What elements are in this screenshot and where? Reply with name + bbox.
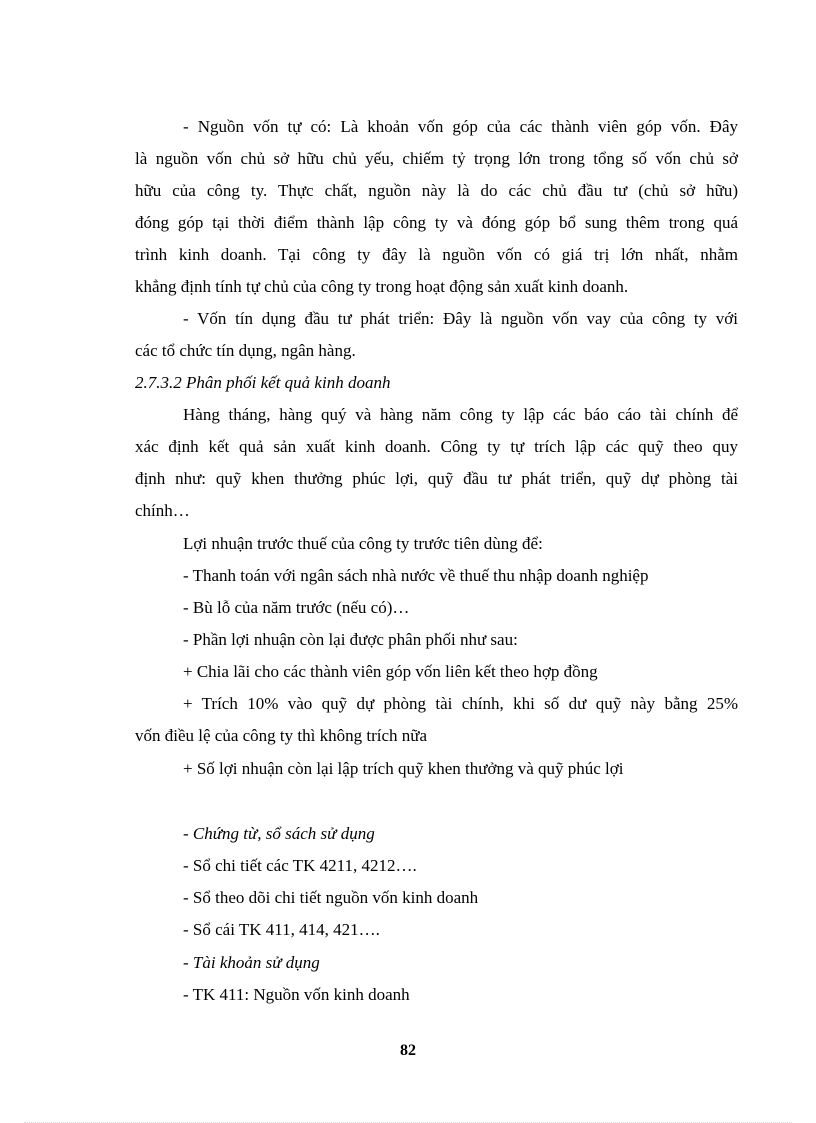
list-item: - TK 411: Nguồn vốn kinh doanh (183, 985, 410, 1004)
paragraph-line: Lợi nhuận trước thuế của công ty trước tiên dùng để: (183, 534, 543, 553)
paragraph-line: - Nguồn vốn tự có: Là khoản vốn góp của các thành viên góp vốn. Đây (183, 117, 738, 136)
paragraph-line: trình kinh doanh. Tại công ty đây là nguồn vốn có giá trị lớn nhất, nhằm (135, 245, 738, 264)
list-item: - Sổ cái TK 411, 414, 421…. (183, 920, 380, 939)
section-heading: 2.7.3.2 Phân phối kết quả kinh doanh (135, 373, 391, 392)
list-item: - Sổ chi tiết các TK 4211, 4212…. (183, 856, 417, 875)
list-item: - Thanh toán với ngân sách nhà nước về thuế thu nhập doanh nghiệp (183, 566, 649, 585)
list-item: + Chia lãi cho các thành viên góp vốn liên kết theo hợp đồng (183, 662, 598, 681)
list-item: - Phần lợi nhuận còn lại được phân phối như sau: (183, 630, 518, 649)
paragraph-line: khẳng định tính tự chủ của công ty trong hoạt động sản xuất kinh doanh. (135, 277, 629, 296)
list-item: - Bù lỗ của năm trước (nếu có)… (183, 598, 410, 617)
documents-dash: - (183, 824, 193, 843)
page-number: 82 (400, 1042, 416, 1059)
list-item: + Trích 10% vào quỹ dự phòng tài chính, khi số dư quỹ này bằng 25% (183, 694, 738, 713)
paragraph-line: xác định kết quả sản xuất kinh doanh. Công ty tự trích lập các quỹ theo quy (135, 437, 738, 456)
paragraph-line: hữu của công ty. Thực chất, nguồn này là do các chủ đầu tư (chủ sở hữu) (135, 181, 738, 200)
paragraph-line: - Vốn tín dụng đầu tư phát triển: Đây là nguồn vốn vay của công ty với (183, 309, 738, 328)
paragraph-line: Hàng tháng, hàng quý và hàng năm công ty lập các báo cáo tài chính để (183, 405, 738, 424)
paragraph-line: chính… (135, 501, 190, 520)
paragraph-line: là nguồn vốn chủ sở hữu chủ yếu, chiếm tỷ trọng lớn trong tổng số vốn chủ sở (135, 149, 738, 168)
list-item: - Sổ theo dõi chi tiết nguồn vốn kinh doanh (183, 888, 479, 907)
documents-heading (183, 823, 375, 845)
paragraph-line: đóng góp tại thời điểm thành lập công ty và đóng góp bổ sung thêm trong quá (135, 213, 738, 232)
list-item: + Số lợi nhuận còn lại lập trích quỹ khen thưởng và quỹ phúc lợi (183, 759, 624, 778)
paragraph-line: định như: quỹ khen thưởng phúc lợi, quỹ đầu tư phát triển, quỹ dự phòng tài (135, 469, 738, 488)
documents-label: Chứng từ, sổ sách sử dụng (192, 824, 375, 843)
accounts-heading: - Tài khoản sử dụng (183, 953, 320, 972)
paragraph-line: các tổ chức tín dụng, ngân hàng. (135, 341, 356, 360)
list-item-continuation: vốn điều lệ của công ty thì không trích nữa (135, 726, 428, 745)
